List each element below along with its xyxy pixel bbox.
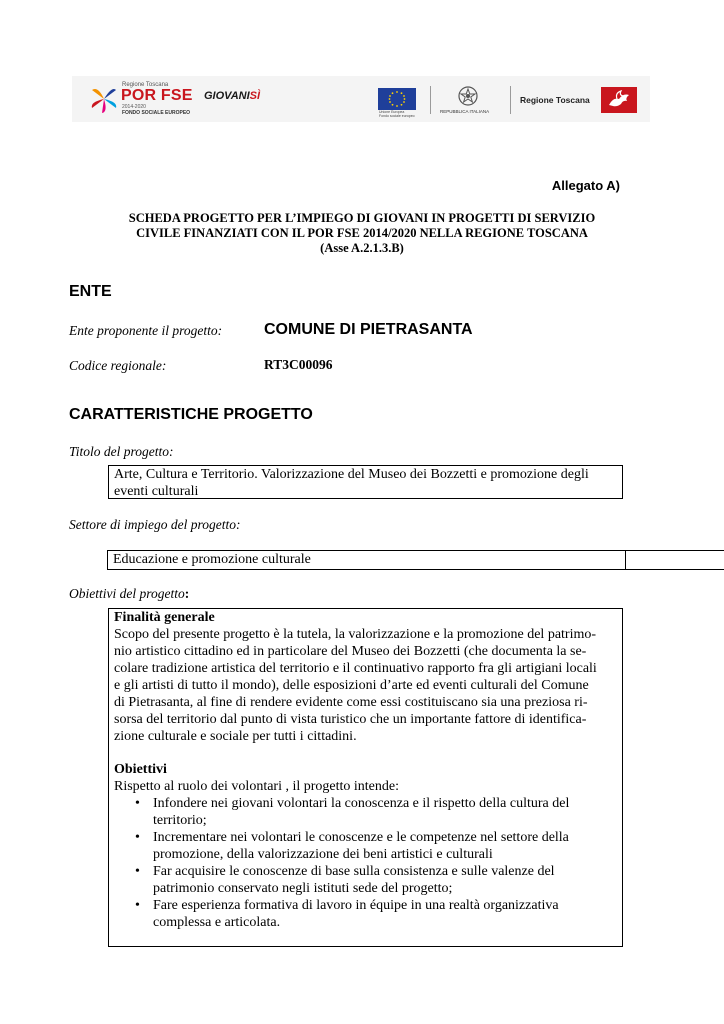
obiettivi-label-colon: : [184,586,190,601]
settore-value: Educazione e promozione culturale [108,551,626,569]
titolo-progetto-box [108,465,623,499]
por-fse-title: POR FSE [121,87,193,104]
list-item-line: Far acquisire le conoscenze di base sulla consistenza e sulle valenze del [153,864,555,879]
por-fse-years: 2014-2020 [122,104,146,110]
finalita-line: di Pietrasanta, al fine di rendere evidente come essi costituiscano sia una preziosa ri- [114,695,588,710]
paragraph-gap [114,745,617,761]
heading-line: SCHEDA PROGETTO PER L’IMPIEGO DI GIOVANI IN PROGETTI DI SERVIZIO [128,211,596,225]
giovanisi-prefix: GIOVANI [204,90,250,102]
finalita-title: Finalità generale [114,610,215,625]
obiettivi-box [108,608,623,947]
titolo-progetto-label: Titolo del progetto: [69,444,174,459]
obiettivi-label-text: Obiettivi del progetto [69,586,185,601]
finalita-line: e gli artisti di tutto il mondo), delle esposizioni d’arte ed eventi culturali del Comune [114,678,589,693]
list-item [114,897,617,931]
section-title-caratteristiche: CARATTERISTICHE PROGETTO [69,406,313,423]
titolo-line: Arte, Cultura e Territorio. Valorizzazione del Museo dei Bozzetti e promozione degli [114,467,589,482]
obiettivi-title: Obiettivi [114,762,167,777]
italian-republic-emblem-icon [456,85,480,107]
repubblica-caption: REPUBBLICA ITALIANA [440,109,490,114]
eu-caption-line2: Fondo sociale europeo [379,114,415,118]
list-item [114,863,617,897]
list-item-line: Fare esperienza formativa di lavoro in équipe in una realtà organizzativa [153,898,559,913]
regione-toscana-text: Regione Toscana [520,95,590,105]
obiettivi-list [114,795,617,931]
settore-label: Settore di impiego del progetto: [69,517,241,532]
ente-proponente-label: Ente proponente il progetto: [69,323,223,338]
section-title-ente: ENTE [69,283,112,300]
finalita-line: zione culturale e sociale per tutti i cittadini. [114,729,357,744]
eu-caption-line1: Unione Europea [379,110,405,114]
document-heading [68,211,656,256]
list-item-line: territorio; [153,813,207,828]
por-fse-region-text: Regione Toscana [122,82,169,88]
list-item [114,829,617,863]
settore-table-row [107,550,724,570]
eu-caption [379,110,415,118]
list-item-line: promozione, della valorizzazione dei beni artistici e culturali [153,847,493,862]
heading-line: CIVILE FINANZIATI CON IL POR FSE 2014/2020 NELLA REGIONE TOSCANA [136,226,588,240]
codice-regionale-label: Codice regionale: [69,358,167,373]
por-fse-pinwheel-icon [88,84,120,114]
obiettivi-intro: Rispetto al ruolo dei volontari , il progetto intende: [114,779,400,794]
allegato-label: Allegato A) [551,178,620,193]
giovanisi-logo [204,90,260,102]
finalita-paragraph [114,626,617,745]
list-item-line: Incrementare nei volontari le conoscenze e le competenze nel settore della [153,830,569,845]
giovanisi-si: SÌ [249,90,261,102]
titolo-line: eventi culturali [114,484,199,499]
bullet-icon: • [135,864,140,879]
list-item-line: Infondere nei giovani volontari la conoscenza e il rispetto della cultura del [153,796,570,811]
bullet-icon: • [135,898,140,913]
bullet-icon: • [135,796,140,811]
eu-flag-icon [378,88,416,110]
logo-divider [430,86,431,114]
finalita-line: colare tradizione artistica del territorio e il continuativo rapporto fra gli artigiani locali [114,661,597,676]
bullet-icon: • [135,830,140,845]
finalita-line: Scopo del presente progetto è la tutela, la valorizzazione e la promozione del patrimo- [114,627,597,642]
obiettivi-label [69,586,189,602]
finalita-line: sorsa del territorio dal punto di vista turistico che un importante fattore di identifica- [114,712,587,727]
por-fse-subtitle: FONDO SOCIALE EUROPEO [122,110,191,116]
logo-divider [510,86,511,114]
list-item-line: complessa e articolata. [153,915,281,930]
codice-regionale-value: RT3C00096 [264,357,333,372]
ente-proponente-value: COMUNE DI PIETRASANTA [264,321,473,338]
list-item-line: patrimonio conservato negli istituti sede del progetto; [153,881,453,896]
regione-toscana-pegasus-icon [601,87,637,113]
list-item [114,795,617,829]
por-fse-logo [88,80,200,118]
finalita-line: nio artistico cittadino ed in particolare del Museo dei Bozzetti (che documenta la se- [114,644,587,659]
heading-line: (Asse A.2.1.3.B) [320,241,404,255]
